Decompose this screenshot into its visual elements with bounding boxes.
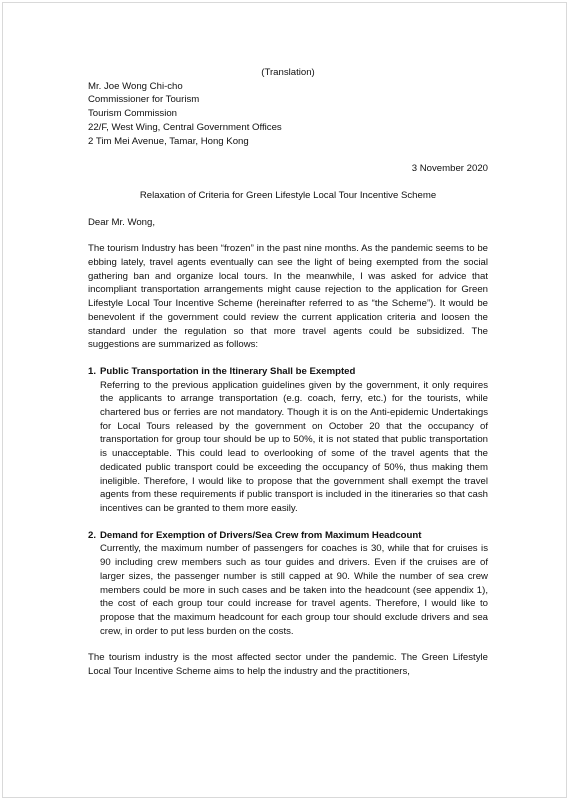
translation-label: (Translation) bbox=[261, 67, 315, 78]
suggestion-number: 2. bbox=[88, 529, 97, 541]
recipient-line: 22/F, West Wing, Central Government Offices bbox=[88, 121, 282, 133]
suggestion-heading: Demand for Exemption of Drivers/Sea Crew from Maximum Headcount bbox=[100, 529, 422, 541]
recipient-line: Mr. Joe Wong Chi-cho bbox=[88, 80, 183, 92]
suggestion-list bbox=[88, 365, 488, 638]
closing-paragraph: The tourism industry is the most affected sector under the pandemic. The Green Lifestyle Local Tour Incentive Scheme aims to help the industry and the practitioners, bbox=[88, 652, 488, 678]
suggestion-item bbox=[88, 365, 488, 516]
suggestion-heading: Public Transportation in the Itinerary Shall be Exempted bbox=[100, 365, 356, 377]
suggestion-body: Referring to the previous application guidelines given by the government, it only requires the applicants to arrange transportation (e.g. coach, ferry, etc.) for the tourists, while chartered bus or ferries are not mandatory. Though it is on the Anti-epidemic Undertakings for Local Tours released by the government on October 20 that the occupancy of transportation for group tour should be up to 50%, it is not stated that public transportation is unacceptable. This could lead to overlooking of some of the travel agents that the dedicated public transport could be exceeding the occupancy of 50%, thus making them ineligible. Therefore, I would like to propose that the government shall exempt the travel agents from these requirements if public transport is included in the itineraries so that cash incentives can be granted to them more easily. bbox=[100, 379, 488, 514]
suggestion-number: 1. bbox=[88, 365, 97, 377]
salutation: Dear Mr. Wong, bbox=[88, 216, 156, 228]
suggestion-body: Currently, the maximum number of passengers for coaches is 30, while that for cruises is 90 including crew members such as tour guides and drivers. Even if the cruises are of larger sizes, the passenger number is still capped at 90. While the number of sea crew members could be more in such cases and be taken into the headcount (see appendix 1), the cost of each group tour could increase for travel agents. Therefore, I would like to propose that the maximum headcount for each group tour should exclude drivers and sea crew, in order to put less burden on the costs. bbox=[100, 543, 488, 637]
recipient-line: Commissioner for Tourism bbox=[88, 94, 200, 106]
suggestion-item bbox=[88, 529, 488, 639]
letter-date: 3 November 2020 bbox=[411, 163, 488, 175]
subject-line: Relaxation of Criteria for Green Lifestyle Local Tour Incentive Scheme bbox=[139, 189, 437, 201]
recipient-line: 2 Tim Mei Avenue, Tamar, Hong Kong bbox=[88, 135, 249, 147]
letter-document bbox=[88, 66, 488, 679]
intro-paragraph: The tourism Industry has been “frozen” in the past nine months. As the pandemic seems to be ebbing lately, travel agents eventually can see the light of being exempted from the social gathering ban and organize local tours. In the meanwhile, I was asked for advice that incompliant transportation arrangements might cause rejection to the application for Green Lifestyle Local Tour Incentive Scheme (hereinafter referred to as “the Scheme”). It would be benevolent if the government could review the current application criteria and loosen the standard under the regulation so that more travel agents could be subsidized. The suggestions are summarized as follows: bbox=[88, 243, 488, 351]
recipient-line: Tourism Commission bbox=[88, 108, 178, 120]
recipient-address bbox=[88, 80, 488, 149]
